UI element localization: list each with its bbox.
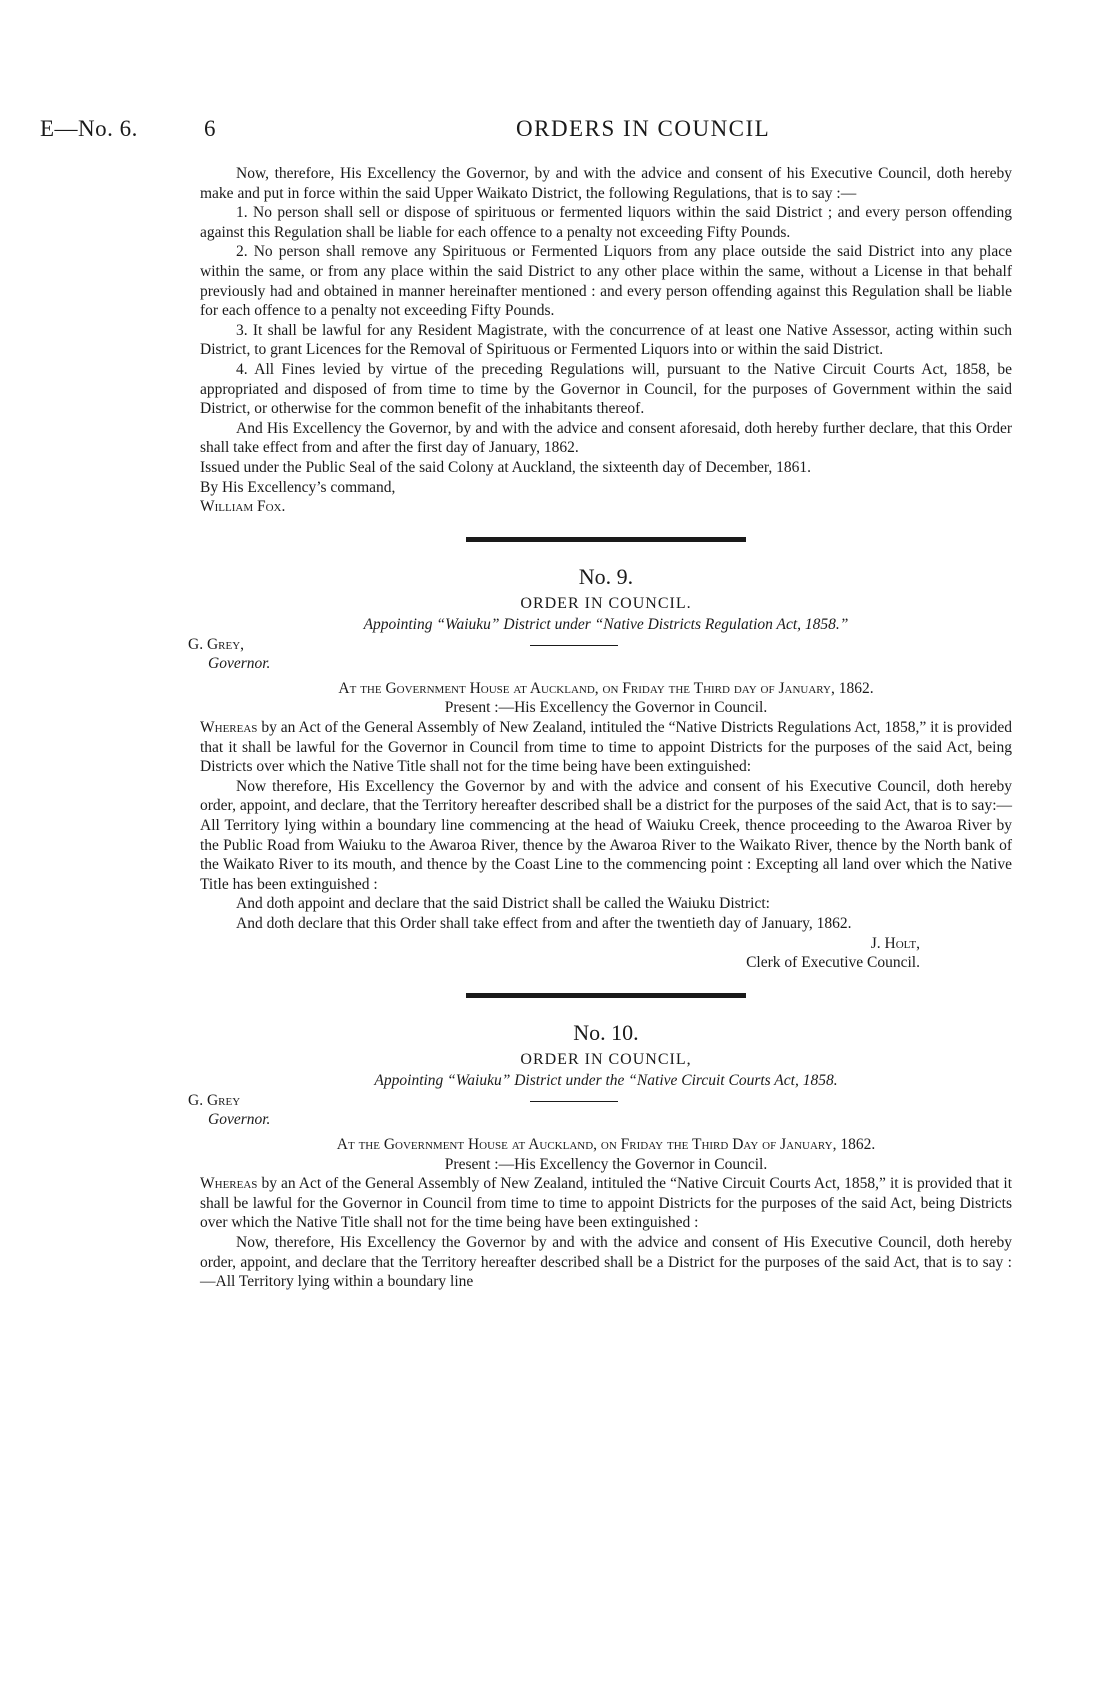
- order-10-subtitle: Appointing “Waiuku” District under the “Native Circuit Courts Act, 1858.: [374, 1072, 838, 1090]
- order-9-now-therefore: Now therefore, His Excellency the Governor by and with the advice and consent of his Executive Council, doth hereby order, appoint, and declare, that the Territory hereafter described shall be a district for the purposes of the said Act, that is to say:—All Territory lying within a boundary line commencing at the head of Waiuku Creek, thence proceeding to the Awaroa River by the Public Road from Waiuku to the Awaroa River, thence by the Awaroa River to the Waikato River, thence by the North bank of the Waikato River to its mouth, and thence by the Coast Line to the commencing point : Excepting all land over which the Native Title has been extinguished :: [200, 777, 1012, 893]
- order-9-clerk-name: J. Holt,: [870, 934, 920, 952]
- document-reference: E—No. 6.: [40, 116, 138, 141]
- order-10-governor-name: G. Grey: [188, 1091, 241, 1109]
- order-9-present: Present :—His Excellency the Governor in Council.: [444, 699, 768, 717]
- regulation-2: 2. No person shall remove any Spirituous or Fermented Liquors from any place outside the said District into any place within the same, or from any place within the said District to any other place within the same, without a License in that behalf previously had and obtained in manner hereinafter mentioned : and every person offending against this Regulation shall be liable for each offence to a penalty not exceeding Fifty Pounds.: [200, 243, 1012, 320]
- order-10-whereas-lead: Whereas: [200, 1175, 258, 1193]
- order-9-at-line: At the Government House at Auckland, on Friday the Third day of January, 1862.: [338, 679, 874, 697]
- order-10-at-line: At the Government House at Auckland, on Friday the Third Day of January, 1862.: [336, 1135, 876, 1153]
- regulation-4: 4. All Fines levied by virtue of the preceding Regulations will, pursuant to the Native Circuit Courts Act, 1858, be appropriated and disposed of from time to time by the Governor in Council, for the purposes of Government within the said District, or otherwise for the common benefit of the inhabitants thereof.: [200, 360, 1012, 418]
- order-10-whereas-text: by an Act of the General Assembly of New Zealand, intituled the “Native Circuit Courts Act, 1858,” it is provided that it shall be lawful for the Governor in Council from time to time to appoint Districts for the purposes of the said Act, being Districts over which the Native Title shall not for the time being have been extinguished :: [200, 1175, 1012, 1232]
- order-9-number: No. 9.: [578, 563, 634, 589]
- running-title: ORDERS IN COUNCIL: [516, 116, 771, 141]
- order-10-number: No. 10.: [573, 1019, 639, 1045]
- order-9-whereas-text: by an Act of the General Assembly of New Zealand, intituled the “Native Districts Regulations Act, 1858,” it is provided that it shall be lawful for the Governor in Council from time to time to appoint Districts for the purposes of the said Act, being Districts over which the Native Title shall not for the time being have been extinguished:: [200, 719, 1012, 776]
- page-header: [40, 116, 1040, 146]
- order-10-governor-block: [188, 1091, 1012, 1131]
- order-10-present: Present :—His Excellency the Governor in Council.: [444, 1155, 768, 1173]
- order-9-clerk-role: Clerk of Executive Council.: [746, 954, 920, 972]
- order-9-governor-role: Governor.: [208, 654, 271, 672]
- issued-under-seal: Issued under the Public Seal of the said Colony at Auckland, the sixteenth day of December, 1861.: [200, 458, 812, 476]
- order-9-whereas: [200, 718, 1012, 777]
- previous-order-closing: And His Excellency the Governor, by and with the advice and consent aforesaid, doth hereby further declare, that this Order shall take effect from and after the first day of January, 1862.: [200, 419, 1012, 457]
- page-number: 6: [204, 116, 216, 141]
- order-10-whereas: [200, 1174, 1012, 1233]
- order-9-effect: And doth declare that this Order shall take effect from and after the twentieth day of January, 1862.: [236, 915, 852, 932]
- order-10-title: ORDER IN COUNCIL,: [520, 1050, 692, 1068]
- section-divider-2: [466, 993, 746, 998]
- order-10-now-therefore: Now, therefore, His Excellency the Governor by and with the advice and consent of His Executive Council, doth hereby order, appoint, and declare that the Territory hereafter described shall be a District for the purposes of the said Act, that is to say :—All Territory lying within a boundary line: [200, 1233, 1012, 1291]
- page-body: [188, 164, 1012, 1292]
- previous-order-preamble: Now, therefore, His Excellency the Governor, by and with the advice and consent of his Executive Council, doth hereby make and put in force within the said Upper Waikato District, the following Regulations, that is to say :—: [200, 165, 1012, 202]
- by-command: By His Excellency’s command,: [200, 478, 396, 496]
- order-10-governor-role: Governor.: [208, 1110, 271, 1128]
- order-9-whereas-lead: Whereas: [200, 719, 258, 737]
- order-10-short-rule: [530, 1101, 618, 1102]
- order-9-title: ORDER IN COUNCIL.: [520, 594, 692, 612]
- regulation-1: 1. No person shall sell or dispose of spirituous or fermented liquors within the said District ; and every person offending against this Regulation shall be liable for each offence to a penalty not exceeding Fifty Pounds.: [200, 204, 1012, 241]
- order-9-governor-block: [188, 635, 1012, 675]
- signer-name: William Fox.: [200, 498, 286, 516]
- order-9-governor-name: G. Grey,: [188, 635, 245, 653]
- regulation-3: 3. It shall be lawful for any Resident Magistrate, with the concurrence of at least one Native Assessor, acting within such District, to grant Licences for the Removal of Spirituous or Fermented Liquors into or within the said District.: [200, 321, 1012, 359]
- order-9-subtitle: Appointing “Waiuku” District under “Native Districts Regulation Act, 1858.”: [363, 616, 849, 634]
- order-9-short-rule: [530, 645, 618, 646]
- order-9-appoint: And doth appoint and declare that the said District shall be called the Waiuku District:: [236, 895, 770, 913]
- section-divider: [466, 537, 746, 542]
